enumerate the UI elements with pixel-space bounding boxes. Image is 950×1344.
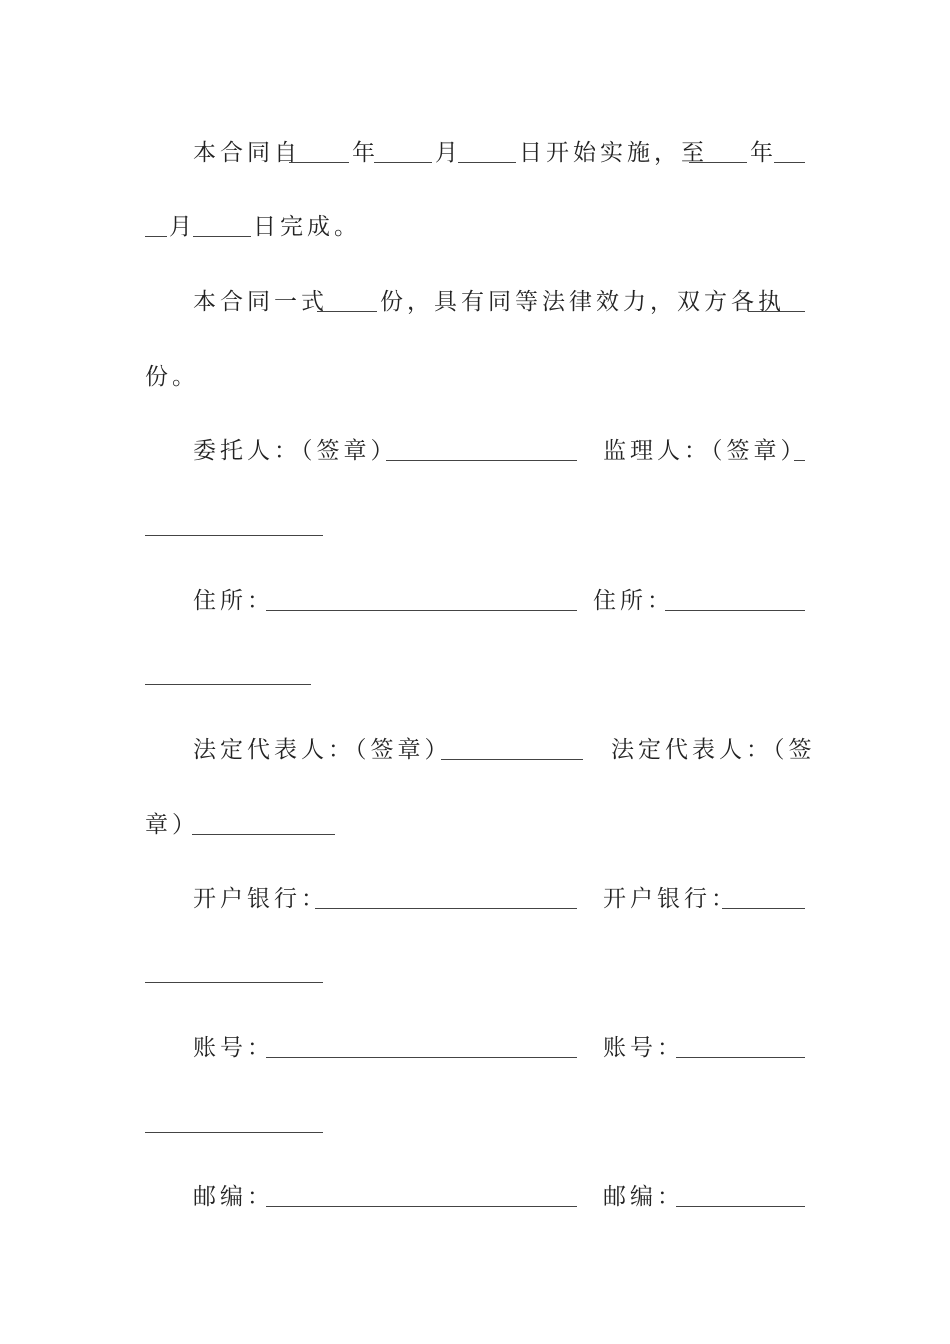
supervisor-sign-blank-part2[interactable] — [145, 535, 323, 536]
each-copies-blank[interactable] — [748, 311, 805, 312]
client-sign-label: 委托人：（签章） — [193, 438, 398, 464]
copies-text-start: 本合同一式 — [193, 289, 328, 315]
term-text-start: 本合同自 — [193, 140, 301, 166]
end-year-blank[interactable] — [689, 162, 747, 163]
term-text-year-2: 年 — [750, 140, 777, 166]
supervisor-rep-label-cont: 章） — [145, 812, 199, 838]
supervisor-bank-blank-part2[interactable] — [145, 982, 323, 983]
end-month-blank-part1[interactable] — [774, 162, 805, 163]
supervisor-account-label: 账号： — [603, 1035, 684, 1061]
client-account-blank[interactable] — [266, 1057, 577, 1058]
start-day-blank[interactable] — [458, 162, 516, 163]
end-day-blank[interactable] — [193, 236, 251, 237]
supervisor-bank-label: 开户银行： — [603, 886, 738, 912]
supervisor-sign-label: 监理人：（签章） — [603, 438, 808, 464]
supervisor-sign-blank-part1[interactable] — [794, 460, 805, 461]
copies-text-end: 份。 — [145, 364, 199, 390]
client-address-label: 住所： — [193, 588, 274, 614]
client-postcode-blank[interactable] — [266, 1206, 577, 1207]
total-copies-blank[interactable] — [317, 311, 377, 312]
supervisor-postcode-label: 邮编： — [603, 1184, 684, 1210]
term-text-complete: 日完成。 — [253, 214, 361, 240]
term-text-month: 月 — [435, 140, 462, 166]
term-text-month-2: 月 — [169, 214, 196, 240]
supervisor-rep-blank[interactable] — [192, 834, 335, 835]
supervisor-rep-label: 法定代表人：（签 — [611, 737, 816, 763]
client-address-blank[interactable] — [266, 610, 577, 611]
term-text-day-until: 日开始实施，至 — [519, 140, 708, 166]
copies-text-middle: 份，具有同等法律效力，双方各执 — [380, 289, 785, 315]
term-text-year: 年 — [352, 140, 379, 166]
supervisor-address-label: 住所： — [593, 588, 674, 614]
client-rep-blank[interactable] — [441, 759, 583, 760]
end-month-blank-part2[interactable] — [145, 236, 167, 237]
client-postcode-label: 邮编： — [193, 1184, 274, 1210]
client-account-label: 账号： — [193, 1035, 274, 1061]
start-year-blank[interactable] — [289, 162, 349, 163]
supervisor-address-blank-part1[interactable] — [665, 610, 805, 611]
client-sign-blank[interactable] — [386, 460, 577, 461]
supervisor-address-blank-part2[interactable] — [145, 684, 311, 685]
client-bank-label: 开户银行： — [193, 886, 328, 912]
start-month-blank[interactable] — [374, 162, 432, 163]
supervisor-account-blank-part2[interactable] — [145, 1132, 323, 1133]
supervisor-postcode-blank[interactable] — [676, 1206, 805, 1207]
client-rep-label: 法定代表人：（签章） — [193, 737, 452, 763]
client-bank-blank[interactable] — [315, 908, 577, 909]
supervisor-bank-blank-part1[interactable] — [722, 908, 805, 909]
supervisor-account-blank-part1[interactable] — [676, 1057, 805, 1058]
